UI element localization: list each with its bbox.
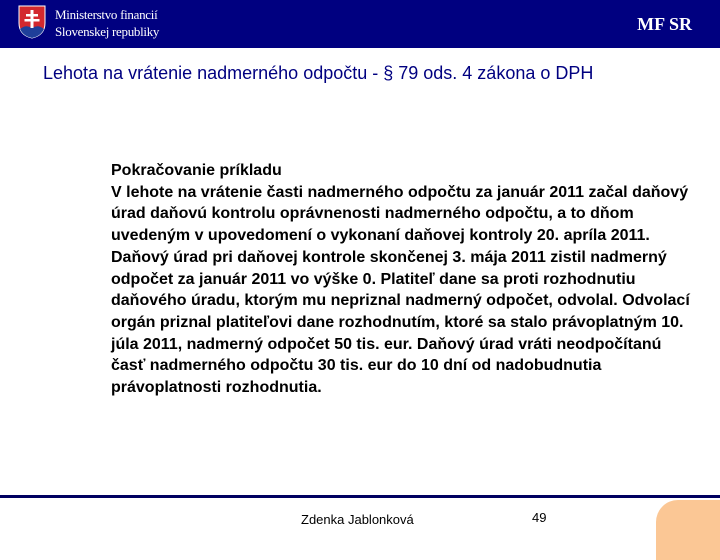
coat-of-arms-icon (18, 5, 46, 39)
body-paragraph: V lehote na vrátenie časti nadmerného odpočtu za január 2011 začal daňový úrad daňovú kontrolu oprávnenosti nadmerného odpočtu, a to dňom uvedeným v upovedomení o vykonaní daňovej kontroly 20. apríla 2011. Daňový úrad pri daňovej kontrole skončenej 3. mája 2011 zistil nadmerný odpočet za január 2011 vo výške 0. Platiteľ dane sa proti rozhodnutiu daňového úradu, ktorým mu nepriznal nadmerný odpočet, odvolal. Odvolací orgán priznal platiteľovi dane rozhodnutím, ktoré sa stalo právoplatným 10. júla 2011, nadmerný odpočet 50 tis. eur. Daňový úrad vráti neodpočítanú časť nadmerného odpočtu 30 tis. eur do 10 dní od nadobudnutia právoplatnosti rozhodnutia. (111, 183, 690, 397)
corner-accent (656, 500, 720, 560)
page-number: 49 (532, 510, 547, 525)
header-bar (0, 0, 720, 48)
ministry-line1: Ministerstvo financií (55, 7, 158, 22)
ministry-name (55, 6, 159, 40)
footer-divider (0, 495, 720, 498)
ministry-line2: Slovenskej republiky (55, 24, 160, 39)
body-subtitle: Pokračovanie príkladu (111, 162, 282, 179)
slide-title: Lehota na vrátenie nadmerného odpočtu - § 79 ods. 4 zákona o DPH (43, 63, 594, 83)
slide-body (111, 160, 691, 399)
footer-author: Zdenka Jablonková (301, 512, 414, 527)
ministry-abbrev: MF SR (637, 14, 692, 34)
